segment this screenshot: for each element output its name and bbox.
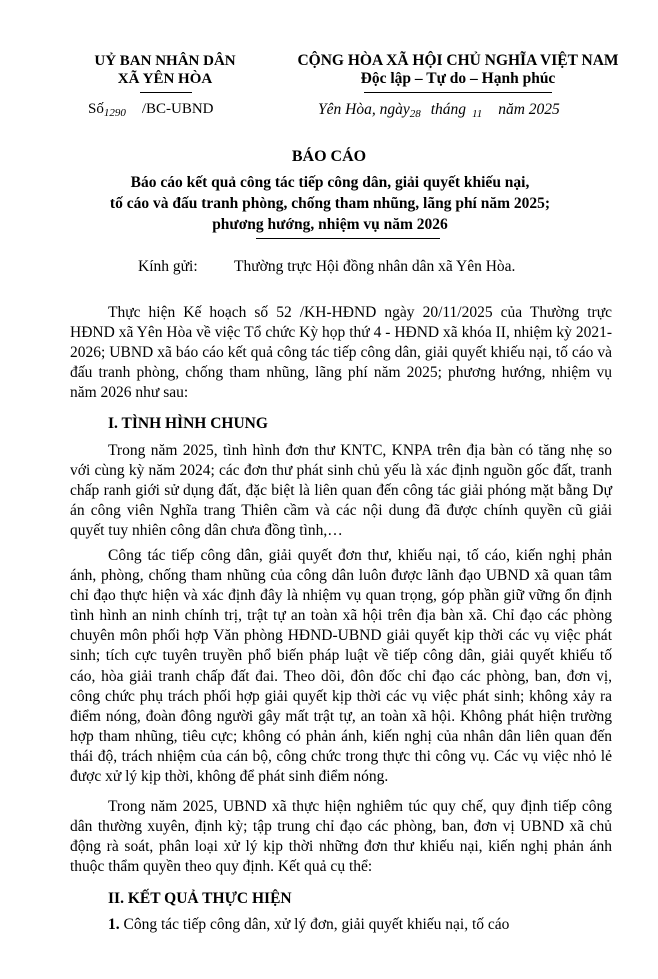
intro-paragraph: Thực hiện Kế hoạch số 52 /KH-HĐND ngày 20/11/2025 của Thường trực HĐND xã Yên Hòa về việc Tổ chức Kỳ họp thứ 4 - HĐND xã khóa II, nhiệm kỳ 2021-2026; UBND xã báo cáo kết quả công tác tiếp công dân, giải quyết khiếu nại, tố cáo và đấu tranh phòng, chống tham nhũng, lãng phí năm 2025; phương hướng, nhiệm vụ năm 2026 như sau: — [70, 304, 612, 401]
motto: Độc lập – Tự do – Hạnh phúc — [360, 70, 556, 87]
doc-no-prefix: Số — [88, 101, 104, 117]
issuing-authority — [70, 52, 260, 88]
document-number — [88, 101, 214, 118]
section-1-paragraph-3: Trong năm 2025, UBND xã thực hiện nghiêm túc quy chế, quy định tiếp công dân thường xuyên, định kỳ; tập trung chỉ đạo các phòng, ban, đơn vị UBND xã chủ động rà soát, phân loại xử lý kịp thời những đơn thư khiếu nại, kiến nghị phản ánh thuộc thẩm quyền theo quy định. Kết quả cụ thể: — [70, 798, 612, 875]
doc-no-handwritten: 1290 — [103, 107, 126, 119]
document-title: BÁO CÁO — [291, 148, 367, 165]
subtitle-line-3: phương hướng, nhiệm vụ năm 2026 — [212, 216, 448, 233]
subtitle-line-1: Báo cáo kết quả công tác tiếp công dân, giải quyết khiếu nại, — [130, 174, 530, 191]
greeting-label: Kính gửi: — [138, 258, 198, 275]
date-year: năm 2025 — [498, 101, 560, 118]
doc-no-suffix: /BC-UBND — [141, 101, 214, 117]
date-place — [318, 101, 560, 119]
org-line-2: XÃ YÊN HÒA — [117, 71, 213, 87]
greeting-recipient: Thường trực Hội đồng nhân dân xã Yên Hòa. — [234, 258, 516, 275]
subtitle-line-2: tố cáo và đấu tranh phòng, chống tham nhũng, lãng phí năm 2025; — [109, 195, 551, 212]
nation-name: CỘNG HÒA XÃ HỘI CHỦ NGHĨA VIỆT NAM — [297, 52, 619, 69]
section-1-paragraph-1: Trong năm 2025, tình hình đơn thư KNTC, KNPA trên địa bàn có tăng nhẹ so với cùng kỳ năm 2024; các đơn thư phát sinh chủ yếu là xác định nguồn gốc đất, tranh chấp ranh giới sử dụng đất, đặc biệt là liên quan đến công tác giải phóng mặt bằng Dự án công viên Nghĩa trang Thiên cầm và các nội dung đã được chính quyền cũ giải quyết tuy nhiên công dân chưa đồng tình,… — [70, 442, 612, 539]
item-1-number: 1. — [108, 916, 120, 933]
section-2-item-1 — [108, 916, 509, 934]
document-subtitle — [60, 172, 600, 235]
org-underline — [140, 92, 192, 93]
motto-underline — [364, 92, 552, 93]
org-line-1: UỶ BAN NHÂN DÂN — [94, 53, 236, 69]
section-1-heading: I. TÌNH HÌNH CHUNG — [108, 415, 268, 432]
date-month-label: tháng — [430, 101, 467, 118]
item-1-text: Công tác tiếp công dân, xử lý đơn, giải quyết khiếu nại, tố cáo — [123, 916, 510, 933]
section-1-paragraph-2: Công tác tiếp công dân, giải quyết đơn thư, khiếu nại, tố cáo, kiến nghị phản ánh, phòng, chống tham nhũng của công dân luôn được lãnh đạo UBND xã quan tâm chỉ đạo thực hiện và xác định đây là nhiệm vụ quan trọng, góp phần giữ vững ổn định tình hình an ninh chính trị, trật tự an toàn xã hội trên địa bàn xã. Chỉ đạo các phòng chuyên môn phối hợp Văn phòng HĐND-UBND giải quyết kịp thời các vụ việc phát sinh; tích cực tuyên truyền phổ biến pháp luật về tiếp công dân, giải quyết khiếu tố cáo, hòa giải tranh chấp đất đai. Theo dõi, đôn đốc chỉ đạo các phòng, ban, đơn vị, công chức phụ trách phối hợp giải quyết kịp thời các vụ việc phát sinh; không xảy ra điểm nóng, đoàn đông người gây mất trật tự, an toàn xã hội. Không phát hiện trường hợp tham nhũng, tiêu cực; không có phản ánh, kiến nghị của nhân dân liên quan đến thái độ, trách nhiệm của cán bộ, công chức trong thực thi công vụ. Các vụ việc nhỏ lẻ được xử lý kịp thời, không để phát sinh điểm nóng. — [70, 547, 612, 786]
national-header — [272, 52, 644, 88]
section-2-heading: II. KẾT QUẢ THỰC HIỆN — [108, 890, 292, 907]
date-month: 11 — [472, 108, 483, 120]
date-place-label: Yên Hòa, ngày — [318, 101, 410, 118]
title-underline — [256, 238, 440, 239]
date-day: 28 — [409, 108, 421, 120]
